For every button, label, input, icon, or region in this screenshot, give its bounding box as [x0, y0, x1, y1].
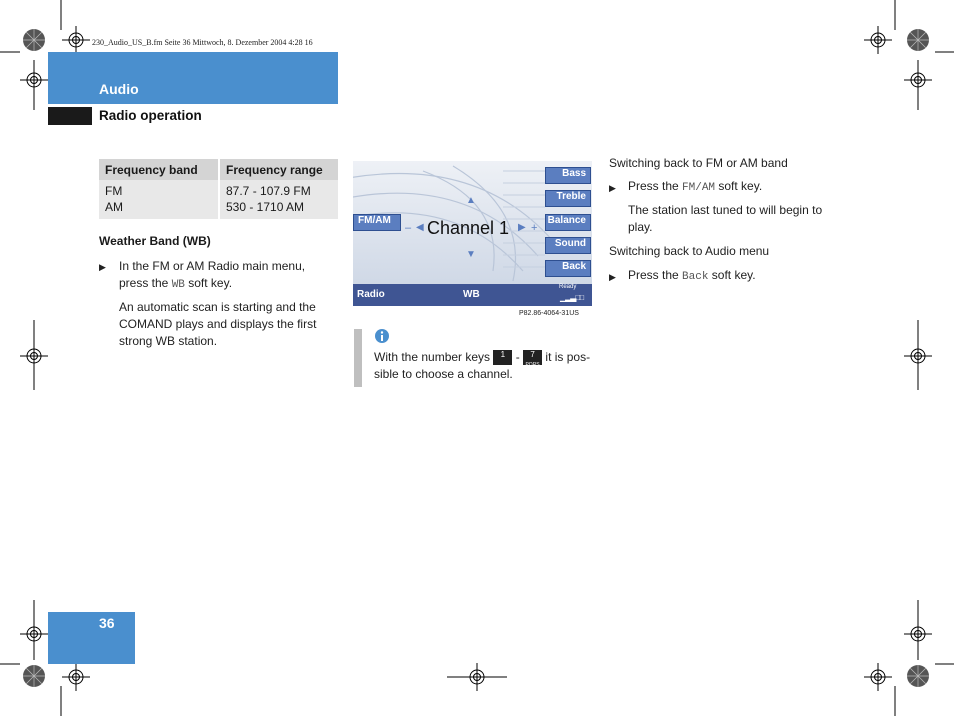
- bullet-arrow-icon: ▶: [609, 272, 616, 282]
- band-fm: FM: [105, 184, 123, 198]
- info-bar: [354, 329, 362, 387]
- band-am: AM: [105, 200, 123, 214]
- section-title: Radio operation: [99, 108, 202, 123]
- fm-am-softkey[interactable]: FM/AM: [353, 214, 401, 231]
- table-header: Frequency range: [219, 159, 339, 180]
- status-wb: WB: [463, 289, 480, 300]
- step-text: Press the: [628, 268, 683, 282]
- chapter-title: Audio: [99, 81, 139, 97]
- page-number: 36: [99, 615, 115, 631]
- sound-softkey[interactable]: Sound: [545, 237, 591, 254]
- info-text-part: -: [512, 350, 524, 364]
- crop-line: 230_Audio_US_B.fm Seite 36 Mittwoch, 8. Dezember 2004 4:28 16: [92, 38, 313, 47]
- weather-result: An automatic scan is starting and the COMAND plays and displays the first strong WB station.: [119, 300, 317, 348]
- back-softkey-ref: Back: [682, 271, 709, 283]
- fm-am-step: [628, 178, 848, 197]
- minus-label: –: [405, 222, 412, 234]
- info-text-part: With the number keys: [374, 350, 494, 364]
- section-marker: [48, 107, 92, 125]
- page-number-box: [48, 612, 135, 664]
- bass-softkey[interactable]: Bass: [545, 167, 591, 184]
- bullet-arrow-icon: ▶: [99, 262, 106, 272]
- step-text: Press the: [628, 179, 683, 193]
- channel-display: Channel 1: [427, 218, 510, 238]
- info-text: [374, 349, 600, 383]
- back-softkey[interactable]: Back: [545, 260, 591, 277]
- wb-softkey-ref: WB: [171, 279, 185, 291]
- arrow-down-icon[interactable]: ▼: [466, 249, 476, 260]
- key-sublabel: PQRS: [525, 362, 540, 369]
- fm-am-result: The station last tuned to will begin to play.: [628, 203, 823, 234]
- arrow-up-icon[interactable]: ▲: [466, 195, 476, 206]
- fm-am-softkey-ref: FM/AM: [682, 182, 716, 194]
- range-fm: 87.7 - 107.9 FM: [226, 184, 311, 198]
- table-cell: [219, 180, 339, 219]
- status-ready: Ready: [559, 284, 577, 290]
- frequency-table: [99, 159, 340, 219]
- comand-display: [353, 161, 592, 306]
- table-header: Frequency band: [99, 159, 219, 180]
- table-cell: [99, 180, 219, 219]
- treble-softkey[interactable]: Treble: [545, 190, 591, 207]
- plus-label: +: [531, 222, 538, 234]
- key-label: 7: [530, 350, 535, 360]
- step-text: In the FM or AM Radio main menu, press the: [119, 259, 306, 290]
- figure-code: P82.86-4064-31US: [519, 310, 579, 317]
- bullet-arrow-icon: ▶: [609, 183, 616, 193]
- audio-menu-step: [628, 267, 848, 286]
- balance-softkey[interactable]: Balance: [545, 214, 591, 231]
- arrow-left-icon[interactable]: ◀: [416, 222, 424, 233]
- info-icon: [374, 328, 390, 344]
- step-text: soft key.: [184, 276, 233, 290]
- fm-am-heading: Switching back to FM or AM band: [609, 156, 788, 170]
- arrow-right-icon[interactable]: ▶: [518, 222, 526, 233]
- audio-menu-heading: Switching back to Audio menu: [609, 244, 770, 258]
- chapter-bar: [48, 52, 338, 104]
- step-text: soft key.: [708, 268, 756, 282]
- status-bar: [353, 284, 592, 306]
- weather-heading: Weather Band (WB): [99, 234, 211, 248]
- frequency-table-wrap: [99, 159, 340, 219]
- number-key-1: [493, 350, 512, 365]
- number-key-7: [523, 350, 542, 369]
- step-text: soft key.: [715, 179, 763, 193]
- status-radio: Radio: [357, 289, 385, 300]
- range-am: 530 - 1710 AM: [226, 200, 305, 214]
- weather-step: [119, 258, 334, 294]
- signal-strength-icon: ▁▂▃□□: [560, 293, 584, 302]
- info-text-part: it is pos-sible to choose a channel.: [374, 350, 591, 381]
- key-label: 1: [500, 350, 506, 360]
